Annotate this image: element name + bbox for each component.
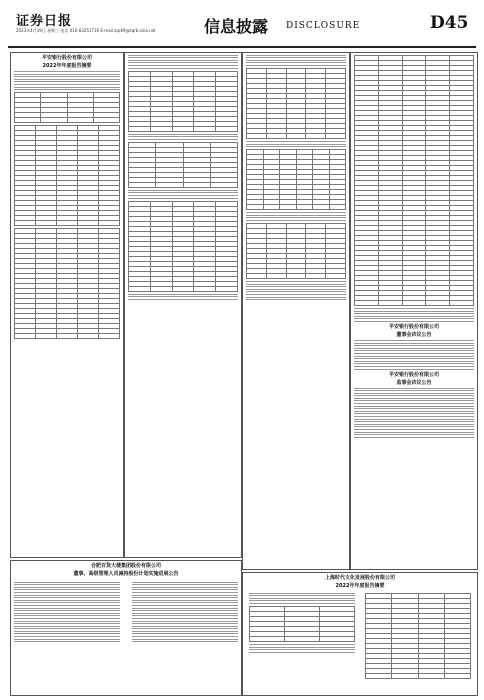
- newspaper-logo: 证券日报: [16, 14, 73, 29]
- body-text: [128, 134, 238, 140]
- body-text: [246, 212, 346, 221]
- section-title-en: DISCLOSURE: [286, 21, 361, 31]
- data-table: [246, 149, 346, 210]
- data-table: [246, 223, 346, 279]
- article-annual-report-2: [242, 572, 478, 696]
- body-text: [354, 308, 474, 322]
- article-company: 平安银行股份有限公司: [388, 371, 439, 378]
- article-title: 2022年年度报告摘要: [42, 63, 92, 69]
- body-text: [128, 294, 238, 300]
- body-text: [246, 281, 346, 300]
- article-annual-report: [10, 52, 124, 558]
- body-text: [354, 388, 474, 438]
- article-annual-report-cont: [124, 52, 242, 558]
- article-title: 董事、高级管理人员减持股份计划实施进展公告: [73, 571, 179, 577]
- article-company: 平安银行股份有限公司: [388, 323, 439, 330]
- article-title: 2022年年度报告摘要: [335, 583, 385, 589]
- data-table: [14, 228, 120, 339]
- data-table: [246, 68, 346, 139]
- article-title: 监事会决议公告: [396, 379, 432, 386]
- date-line: 2023年4月19日 星期三 电话 010-83251716 E-mail:zqrb9@zqrb.sina.net: [16, 28, 156, 33]
- data-table: [128, 71, 238, 132]
- data-table: [128, 201, 238, 292]
- section-title: 信息披露: [204, 17, 269, 36]
- body-text: [128, 55, 238, 69]
- article-title: 董事会决议公告: [396, 331, 432, 338]
- body-text: [14, 71, 120, 90]
- article-company: 上海时代文化发展股份有限公司: [324, 575, 395, 581]
- article-reduction-notice: [10, 560, 242, 696]
- body-text: [354, 340, 474, 370]
- article-company: 合肥百货大楼集团股份有限公司: [90, 563, 161, 569]
- body-text: [128, 190, 238, 199]
- data-table: [128, 142, 238, 188]
- data-table: [14, 125, 120, 226]
- data-table: [14, 92, 120, 123]
- data-table: [365, 593, 471, 679]
- page-number: D45: [430, 13, 469, 33]
- body-text: [14, 580, 120, 644]
- article-annual-report-cont: [242, 52, 350, 570]
- body-text: [132, 580, 238, 644]
- article-notices: [350, 52, 478, 570]
- body-text: [246, 141, 346, 147]
- data-table: [354, 55, 474, 306]
- body-text: [249, 593, 355, 604]
- body-text: [246, 55, 346, 66]
- body-text: [249, 644, 355, 653]
- masthead: [8, 8, 476, 48]
- header-divider: [8, 46, 476, 48]
- article-company: 平安银行股份有限公司: [41, 55, 92, 61]
- data-table: [249, 606, 355, 642]
